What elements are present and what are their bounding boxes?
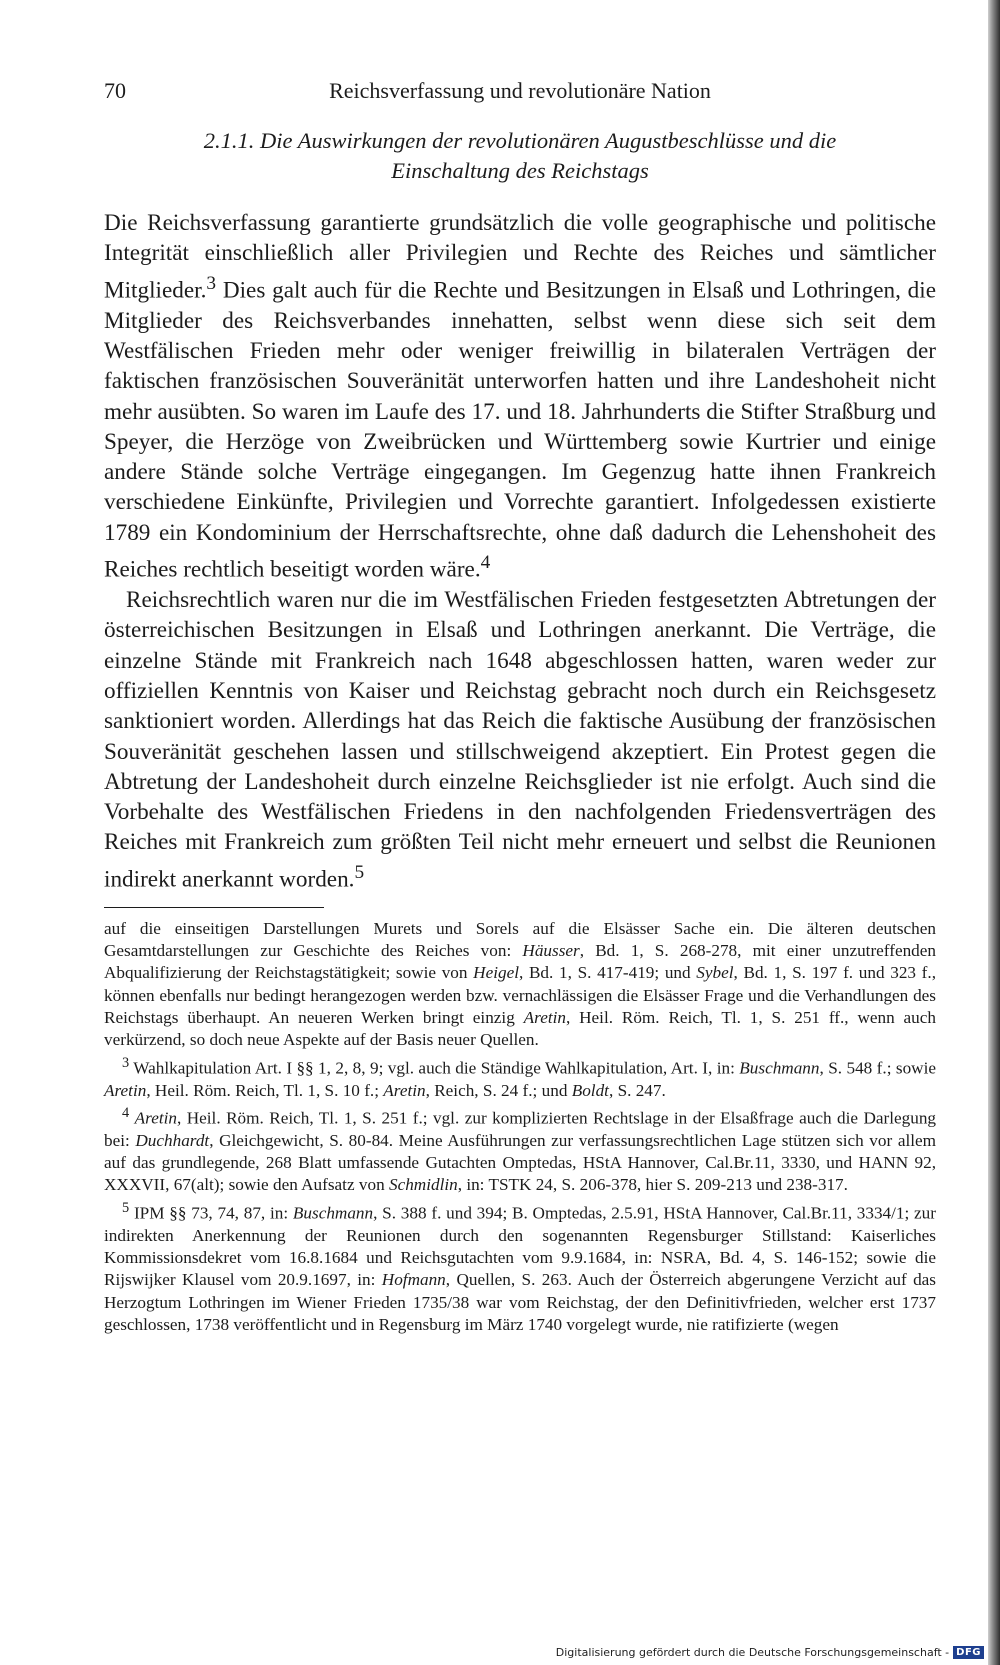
running-title: Reichsverfassung und revolutionäre Nation: [329, 78, 711, 103]
footnotes: [104, 918, 936, 1337]
author-name: Aretin: [523, 1007, 566, 1027]
footnote-number: 3: [122, 1054, 130, 1071]
footnote-text: IPM §§ 73, 74, 87, in:: [129, 1203, 293, 1223]
author-name: Boldt: [571, 1080, 609, 1100]
footnote-text: , Heil. Röm. Reich, Tl. 1, S. 251 ff., wenn auch verkürzend, so doch neue Aspekte auf der Basis neuer Quellen.: [104, 1007, 936, 1050]
page-number: 70: [104, 78, 126, 103]
section-heading: [104, 126, 936, 186]
author-name: Heigel: [473, 963, 519, 983]
footnote-continuation: [104, 918, 936, 1052]
book-page: [104, 72, 936, 1336]
dfg-logo-icon: DFG: [953, 1646, 984, 1659]
running-head: [104, 72, 936, 112]
footnote-text: , S. 247.: [608, 1080, 666, 1100]
author-name: Aretin: [104, 1080, 147, 1100]
author-name: Aretin: [383, 1080, 426, 1100]
author-name: Buschmann: [739, 1058, 820, 1078]
paragraph-2: [104, 585, 936, 895]
footnote-text: , Quellen, S. 263. Auch der Österreich abgerungene Verzicht auf das Herzogtum Lothringen im Wiener Frieden 1735/38 war vom Reichstag, der den Definitivfrieden, welcher erst 1737 geschlossen, 1738 veröffentlicht und in Regensburg im März 1740 vorgelegt wurde, nie ratifizierte (wegen: [104, 1270, 936, 1334]
section-heading-line-2: Einschaltung des Reichstags: [391, 158, 649, 183]
author-name: Häusser: [522, 941, 580, 961]
footnote-separator: [104, 907, 324, 908]
footnote-number: 5: [122, 1199, 130, 1216]
footnote-text: , Bd. 1, S. 268-278, mit einer unzutreffenden Abqualifizierung der Reichstagstätigkeit; sowie von: [104, 941, 936, 983]
footnote-ref-4: 4: [480, 552, 491, 573]
author-name: Aretin: [134, 1108, 177, 1128]
author-name: Duchhardt: [135, 1130, 210, 1150]
footnote-text: , Gleichgewicht, S. 80-84. Meine Ausführungen zur verfassungsrechtlichen Lage stützen sich vor allem auf das grundlegende, 268 Blatt umfassende Gutachten Omptedas, HStA Hannover, Cal.Br.11, 3330, und HANN 92, XXXVII, 67(alt); sowie den Aufsatz von: [104, 1130, 936, 1195]
footnote-text: , in: TSTK 24, S. 206-378, hier S. 209-213 und 238-317.: [457, 1175, 848, 1195]
section-heading-line-1: 2.1.1. Die Auswirkungen der revolutionären Augustbeschlüsse und die: [203, 128, 837, 153]
author-name: Hofmann: [381, 1270, 446, 1290]
footnote-ref-3: 3: [206, 272, 217, 294]
digitization-footer: [556, 1646, 984, 1659]
body-text: [104, 208, 936, 895]
footnote-ref-5: 5: [354, 861, 365, 883]
footnote-text: , S. 388 f. und 394; B. Omptedas, 2.5.91, HStA Hannover, Cal.Br.11, 3334/1; zur indirekten Anerkennung der Reunionen durch den sogenannten Regensburger Stillstand: Kaiserliches Kommissionsdekret vom 16.8.1684 und Reichsgutachten vom 9.9.1684, in: NSRA, Bd. 4, S. 146-152; sowie die Rijswijker Klausel vom 20.9.1697, in:: [104, 1203, 936, 1290]
footnote-text: , Reich, S. 24 f.; und: [425, 1080, 572, 1100]
footnote-text: Wahlkapitulation Art. I §§ 1, 2, 8, 9; vgl. auch die Ständige Wahlkapitulation, Art. I, in:: [129, 1058, 740, 1078]
footnote-4: [104, 1102, 936, 1197]
footnote-text: , Bd. 1, S. 197 f. und 323 f., können ebenfalls nur bedingt herangezogen werden bzw. vernachlässigen die Elsässer Frage und die Verhandlungen des Reichstags überhaupt. An neueren Werken bringt einzig: [104, 963, 936, 1027]
author-name: Sybel: [696, 963, 734, 983]
paragraph-1-part-1: Die Reichsverfassung garantierte grundsätzlich die volle geographische und politische Integrität einschließlich aller Privilegien und Rechte des Reiches und sämtlicher Mitglieder.: [104, 210, 936, 304]
paragraph-1: [104, 208, 936, 585]
footnote-text: , Heil. Röm. Reich, Tl. 1, S. 251 f.; vgl. zur komplizierten Rechtslage in der Elsaßfrage auch die Darlegung bei:: [104, 1108, 937, 1150]
paragraph-1-part-2: Dies galt auch für die Rechte und Besitzungen in Elsaß und Lothringen, die Mitglieder des Reichsverbandes innehatten, selbst wenn diese sich seit dem Westfälischen Frieden mehr oder weniger freiwillig in bilateralen Verträgen der faktischen französischen Souveränität unterworfen hatten und ihre Landeshoheit nicht mehr ausübten. So waren im Laufe des 17. und 18. Jahrhunderts die Stifter Straßburg und Speyer, die Herzöge von Zweibrücken und Württemberg sowie Kurtrier und einige andere Stände solche Verträge eingegangen. Im Gegenzug hatte ihnen Frankreich verschiedene Einkünfte, Privilegien und Vorrechte garantiert. Infolgedessen existierte 1789 ein Kondominium der Herrschaftsrechte, ohne daß dadurch die Lehenshoheit des Reiches rechtlich beseitigt worden wäre.: [104, 277, 936, 583]
footnote-3: [104, 1052, 936, 1102]
author-name: Buschmann: [292, 1203, 374, 1223]
footnote-text: auf die einseitigen Darstellungen Murets und Sorels auf die Elsässer Sache ein. Die älteren deutschen Gesamtdarstellungen zur Geschichte des Reiches von:: [104, 918, 936, 961]
digitization-note: Digitalisierung gefördert durch die Deutsche Forschungsgemeinschaft -: [555, 1646, 950, 1659]
paragraph-2-text: Reichsrechtlich waren nur die im Westfälischen Frieden festgesetzten Abtretungen der österreichischen Besitzungen in Elsaß und Lothringen anerkannt. Die Verträge, die einzelne Stände mit Frankreich nach 1648 abgeschlossen hatten, waren weder zur offiziellen Kenntnis von Kaiser und Reichstag gebracht noch durch ein Reichsgesetz sanktioniert worden. Allerdings hat das Reich die faktische Ausübung der französischen Souveränität geschehen lassen und stillschweigend akzeptiert. Ein Protest gegen die Abtretung der Landeshoheit durch einzelne Reichsglieder ist nie erfolgt. Auch sind die Vorbehalte des Westfälischen Friedens in den nachfolgenden Friedensverträgen des Reiches mit Frankreich zum größten Teil nicht mehr erneuert und selbst die Reunionen indirekt anerkannt worden.: [104, 587, 936, 893]
footnote-number: 4: [122, 1104, 130, 1121]
footnote-5: [104, 1197, 936, 1337]
footnote-text: , Heil. Röm. Reich, Tl. 1, S. 10 f.;: [146, 1080, 384, 1100]
footnote-text: , S. 548 f.; sowie: [819, 1058, 936, 1078]
footnote-text: , Bd. 1, S. 417-419; und: [519, 963, 697, 983]
scanned-page-edge: [988, 0, 1000, 1665]
author-name: Schmidlin: [388, 1175, 458, 1195]
